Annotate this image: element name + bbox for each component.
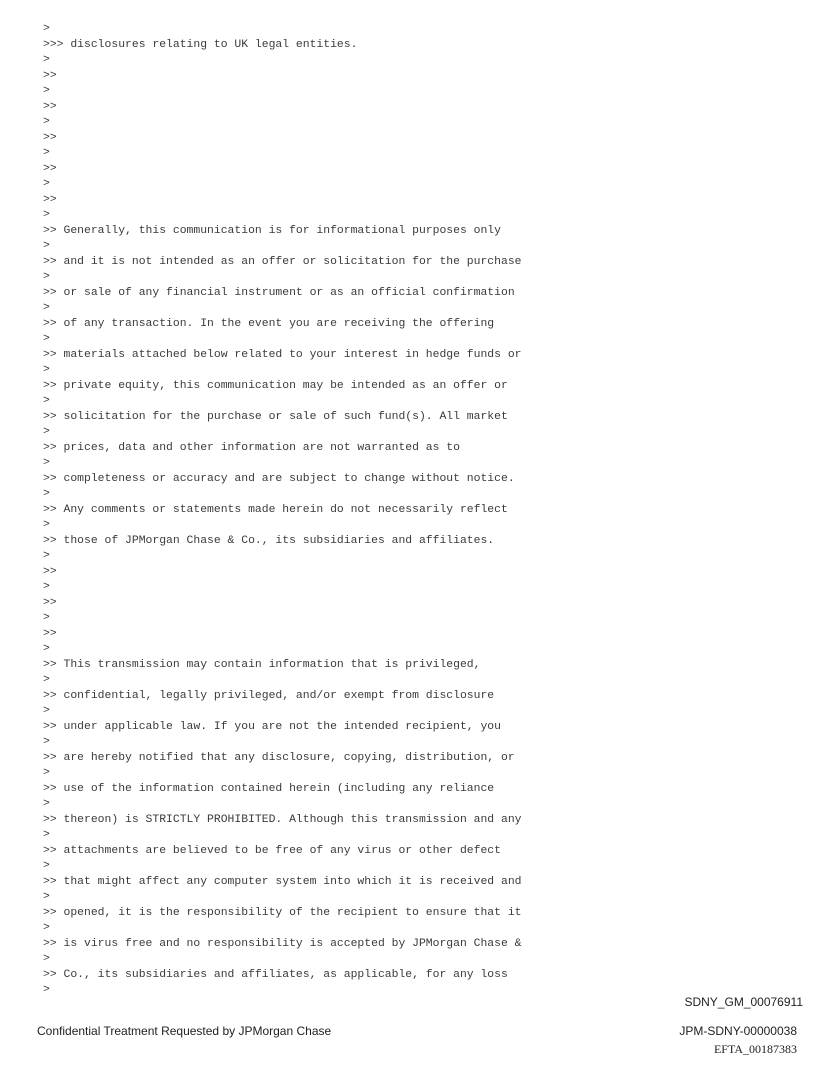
email-line: >> opened, it is the responsibility of the recipient to ensure that it [43, 906, 522, 919]
email-line: >> [43, 596, 57, 609]
email-line: > [43, 178, 50, 190]
email-line: >> [43, 627, 57, 640]
email-line: >> confidential, legally privileged, and/or exempt from disclosure [43, 689, 495, 702]
email-line: >> that might affect any computer system into which it is received and [43, 875, 522, 888]
email-line: >> are hereby notified that any disclosure, copying, distribution, or [43, 751, 515, 764]
bates-number-sdny: SDNY_GM_00076911 [684, 995, 803, 1009]
email-line: >> Co., its subsidiaries and affiliates, as applicable, for any loss [43, 968, 508, 981]
efta-number: EFTA_00187383 [713, 1042, 797, 1056]
email-line: > [43, 302, 50, 314]
email-line: > [43, 333, 50, 345]
email-line: >> This transmission may contain information that is privileged, [43, 658, 481, 671]
email-line: > [43, 798, 50, 810]
email-line: >> completeness or accuracy and are subject to change without notice. [43, 472, 515, 485]
email-line: >> [43, 193, 57, 206]
email-line: > [43, 705, 50, 717]
email-line: >> [43, 565, 57, 578]
email-line: > [43, 953, 50, 965]
email-line: >> Any comments or statements made herein do not necessarily reflect [43, 503, 508, 516]
email-body [43, 22, 643, 999]
email-line: >> or sale of any financial instrument or as an official confirmation [43, 286, 515, 299]
email-line: > [43, 829, 50, 841]
email-line: >> [43, 100, 57, 113]
email-line: > [43, 271, 50, 283]
email-line: > [43, 209, 50, 221]
email-line: > [43, 984, 50, 996]
email-line: >> materials attached below related to your interest in hedge funds or [43, 348, 522, 361]
email-line: >> of any transaction. In the event you are receiving the offering [43, 317, 495, 330]
email-line: >> attachments are believed to be free of any virus or other defect [43, 844, 501, 857]
email-line: > [43, 767, 50, 779]
email-line: >> prices, data and other information are not warranted as to [43, 441, 460, 454]
email-line: >> is virus free and no responsibility is accepted by JPMorgan Chase & [43, 937, 522, 950]
email-line: > [43, 116, 50, 128]
email-line: > [43, 612, 50, 624]
email-line: > [43, 54, 50, 66]
email-line: > [43, 240, 50, 252]
confidential-treatment-notice: Confidential Treatment Requested by JPMorgan Chase [37, 1024, 332, 1038]
email-line: >> private equity, this communication may be intended as an offer or [43, 379, 508, 392]
email-line: >>> disclosures relating to UK legal entities. [43, 38, 358, 51]
email-line: >> thereon) is STRICTLY PROHIBITED. Although this transmission and any [43, 813, 522, 826]
email-line: > [43, 147, 50, 159]
email-line: > [43, 364, 50, 376]
email-line: > [43, 395, 50, 407]
email-line: >> [43, 69, 57, 82]
email-line: > [43, 736, 50, 748]
email-line: >> Generally, this communication is for informational purposes only [43, 224, 501, 237]
email-line: >> [43, 131, 57, 144]
email-line: > [43, 519, 50, 531]
email-line: > [43, 922, 50, 934]
email-line: > [43, 550, 50, 562]
email-line: > [43, 23, 50, 35]
email-line: > [43, 581, 50, 593]
email-line: > [43, 488, 50, 500]
email-line: > [43, 860, 50, 872]
bates-number-jpm: JPM-SDNY-00000038 [679, 1024, 797, 1038]
email-line: >> those of JPMorgan Chase & Co., its subsidiaries and affiliates. [43, 534, 495, 547]
email-line: > [43, 85, 50, 97]
email-line: >> use of the information contained herein (including any reliance [43, 782, 495, 795]
email-line: >> and it is not intended as an offer or solicitation for the purchase [43, 255, 522, 268]
email-line: > [43, 426, 50, 438]
email-line: >> under applicable law. If you are not the intended recipient, you [43, 720, 501, 733]
email-line: > [43, 891, 50, 903]
email-line: >> [43, 162, 57, 175]
email-line: > [43, 674, 50, 686]
email-line: > [43, 643, 50, 655]
email-line: > [43, 457, 50, 469]
email-line: >> solicitation for the purchase or sale of such fund(s). All market [43, 410, 508, 423]
